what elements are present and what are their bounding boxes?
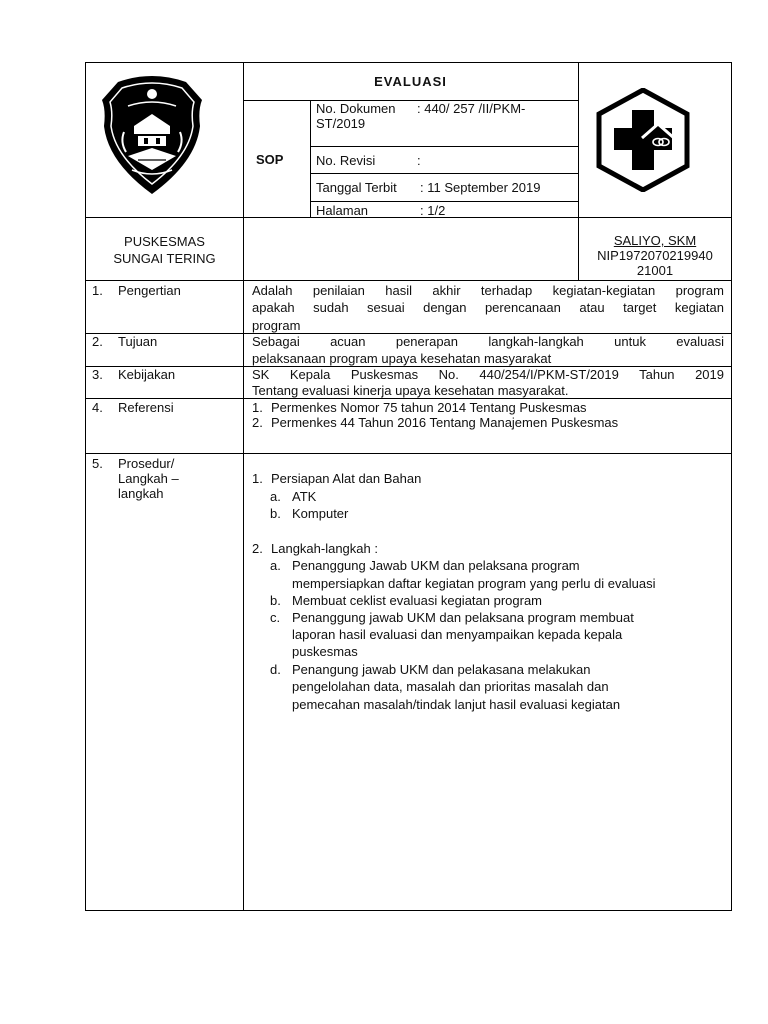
sub-item: ATK	[292, 489, 317, 504]
paragraph-line: SK Kepala Puskesmas No. 440/254/I/PKM-ST/2019 Tahun 2019	[252, 367, 724, 382]
sub-item: pemecahan masalah/tindak lanjut hasil evaluasi kegiatan	[292, 697, 621, 712]
org-name-line1: PUSKESMAS	[124, 234, 205, 249]
signatory-nip-cont: 21001	[636, 263, 674, 278]
sop-label: SOP	[256, 152, 284, 167]
sub-item-letter: b.	[270, 506, 281, 521]
paragraph-line: apakah sudah sesuai dengan perencanaan atau target kegiatan	[252, 300, 724, 315]
sub-item: laporan hasil evaluasi dan menyampaikan kepada kepala	[292, 627, 623, 642]
sub-item: Penanggung jawab UKM dan pelaksana program membuat	[292, 610, 634, 625]
revision-value: :	[417, 153, 421, 168]
section-number: 4.	[92, 400, 103, 415]
paragraph-line: Adalah penilaian hasil akhir terhadap kegiatan-kegiatan program	[252, 283, 724, 298]
sub-item-letter: d.	[270, 662, 281, 677]
section-label: Kebijakan	[118, 367, 176, 382]
signatory-nip: NIP1972070219940	[597, 248, 713, 263]
step-number: 2.	[252, 541, 263, 556]
org-name-line2: SUNGAI TERING	[113, 251, 216, 266]
doc-number-value: : 440/ 257 /II/PKM-	[417, 101, 526, 116]
paragraph-line: pelaksanaan program upaya kesehatan masyarakat	[252, 351, 552, 366]
page-value: : 1/2	[420, 203, 446, 218]
section-label: Prosedur/	[118, 456, 175, 471]
step-title: Persiapan Alat dan Bahan	[271, 471, 422, 486]
section-number: 5.	[92, 456, 103, 471]
section-label: Pengertian	[118, 283, 181, 298]
sub-item-letter: c.	[270, 610, 281, 625]
doc-number-label: No. Dokumen	[316, 101, 396, 116]
section-label: Langkah –	[118, 471, 179, 486]
sub-item: Penanggung Jawab UKM dan pelaksana program	[292, 558, 580, 573]
sub-item: mempersiapkan daftar kegiatan program yang perlu di evaluasi	[292, 576, 656, 591]
list-item: Permenkes Nomor 75 tahun 2014 Tentang Puskesmas	[271, 400, 587, 415]
paragraph-line: Tentang evaluasi kinerja upaya kesehatan masyarakat.	[252, 383, 569, 398]
issue-date-value: : 11 September 2019	[420, 180, 541, 195]
paragraph-line: program	[252, 318, 301, 333]
signatory-name: SALIYO, SKM	[613, 233, 697, 248]
step-number: 1.	[252, 471, 263, 486]
sub-item-letter: a.	[270, 489, 281, 504]
issue-date-label: Tanggal Terbit	[316, 180, 397, 195]
section-number: 2.	[92, 334, 103, 349]
list-item-number: 2.	[252, 415, 263, 430]
section-label: Tujuan	[118, 334, 158, 349]
regency-emblem-logo	[98, 70, 206, 198]
revision-label: No. Revisi	[316, 153, 376, 168]
sub-item-letter: a.	[270, 558, 281, 573]
paragraph-line: Sebagai acuan penerapan langkah-langkah untuk evaluasi	[252, 334, 724, 349]
section-label: langkah	[118, 486, 164, 501]
sub-item: puskesmas	[292, 644, 358, 659]
section-label: Referensi	[118, 400, 174, 415]
section-number: 3.	[92, 367, 103, 382]
page-label: Halaman	[316, 203, 369, 218]
step-title: Langkah-langkah :	[271, 541, 378, 556]
list-item-number: 1.	[252, 400, 263, 415]
section-number: 1.	[92, 283, 103, 298]
doc-number-value-cont: ST/2019	[316, 116, 366, 131]
sub-item: Komputer	[292, 506, 349, 521]
puskesmas-cross-logo	[596, 88, 690, 192]
list-item: Permenkes 44 Tahun 2016 Tentang Manajemen Puskesmas	[271, 415, 619, 430]
sub-item: Penangung jawab UKM dan pelakasana melakukan	[292, 662, 591, 677]
sub-item-letter: b.	[270, 593, 281, 608]
document-title: EVALUASI	[374, 74, 447, 89]
sub-item: pengelolahan data, masalah dan prioritas masalah dan	[292, 679, 609, 694]
sub-item: Membuat ceklist evaluasi kegiatan program	[292, 593, 543, 608]
